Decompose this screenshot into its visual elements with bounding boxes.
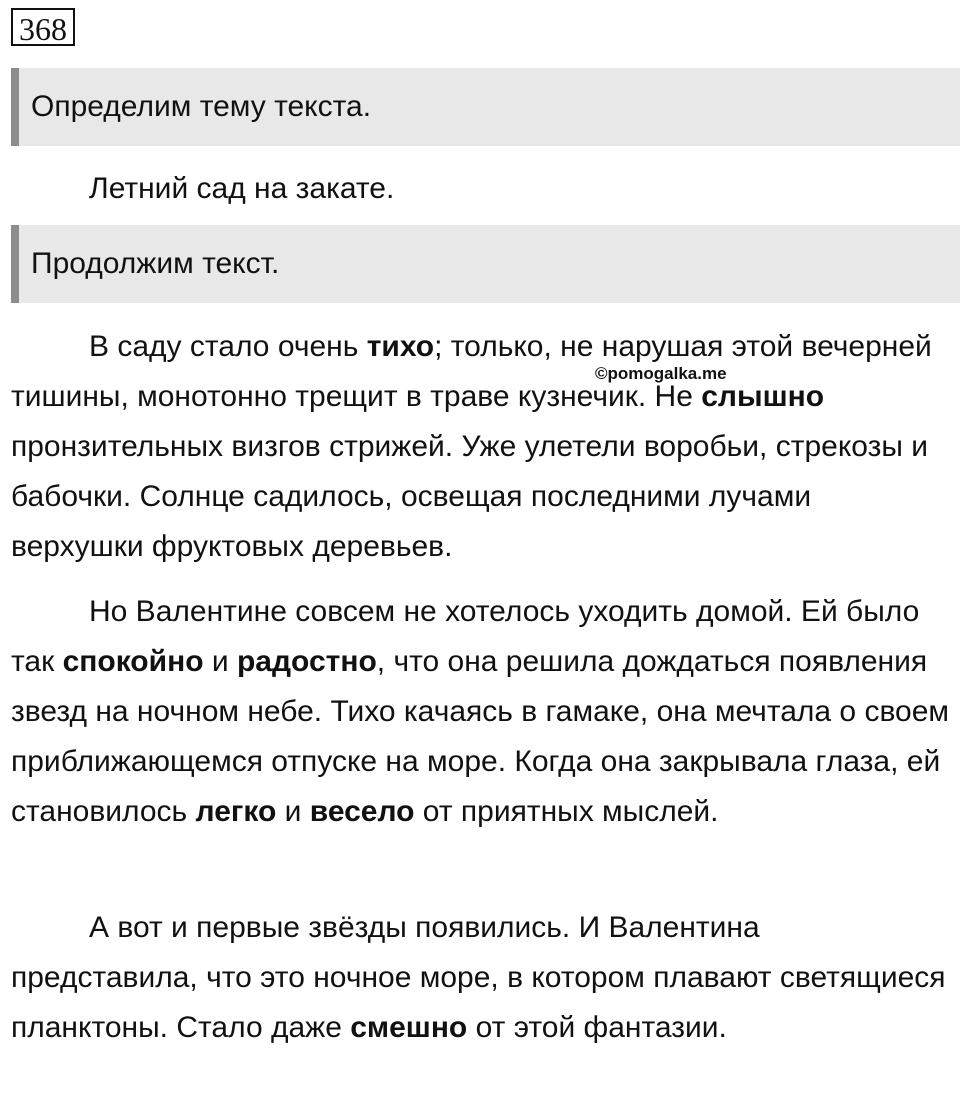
text-span: ; только, не нарушая этой вечерней тишины, монотонно трещит в траве кузнечик. Не [11,330,932,413]
section-header-continue: Продолжим текст. [11,225,960,303]
bold-word: смешно [350,1011,468,1044]
paragraph-1 [11,322,951,572]
text-span: , что она решила дождаться появления звезд на ночном небе. Тихо качаясь в гамаке, она мечтала о своем приближающемся отпуске на море. Когда она закрывала глаза, ей становилось [11,645,950,828]
text-span: А вот и первые звёзды появились. И Валентина представила, что это ночное море, в котором плавают светящиеся планктоны. Стало даже [11,911,946,1044]
bold-word: слышно [701,380,825,413]
text-span: В саду стало очень [89,330,367,363]
topic-answer: Летний сад на закате. [89,172,395,205]
text-span: от приятных мыслей. [414,795,719,828]
bold-word: спокойно [62,645,204,678]
watermark: ©pomogalka.me [595,364,727,383]
text-span: Но Валентине совсем не хотелось уходить домой. Ей было так [11,595,920,678]
text-span: от этой фантазии. [467,1011,727,1044]
bold-word: тихо [366,330,435,363]
text-span: и [276,795,310,828]
paragraph-3 [11,903,951,1053]
bold-word: радостно [236,645,377,678]
paragraph-2 [11,587,951,837]
task-number: 368 [11,8,75,46]
bold-word: весело [309,795,415,828]
bold-word: легко [195,795,277,828]
section-header-topic: Определим тему текста. [11,68,960,146]
text-span: пронзительных визгов стрижей. Уже улетели воробьи, стрекозы и бабочки. Солнце садилось, освещая последними лучами верхушки фруктовых деревьев. [11,430,929,563]
text-span: и [203,645,237,678]
